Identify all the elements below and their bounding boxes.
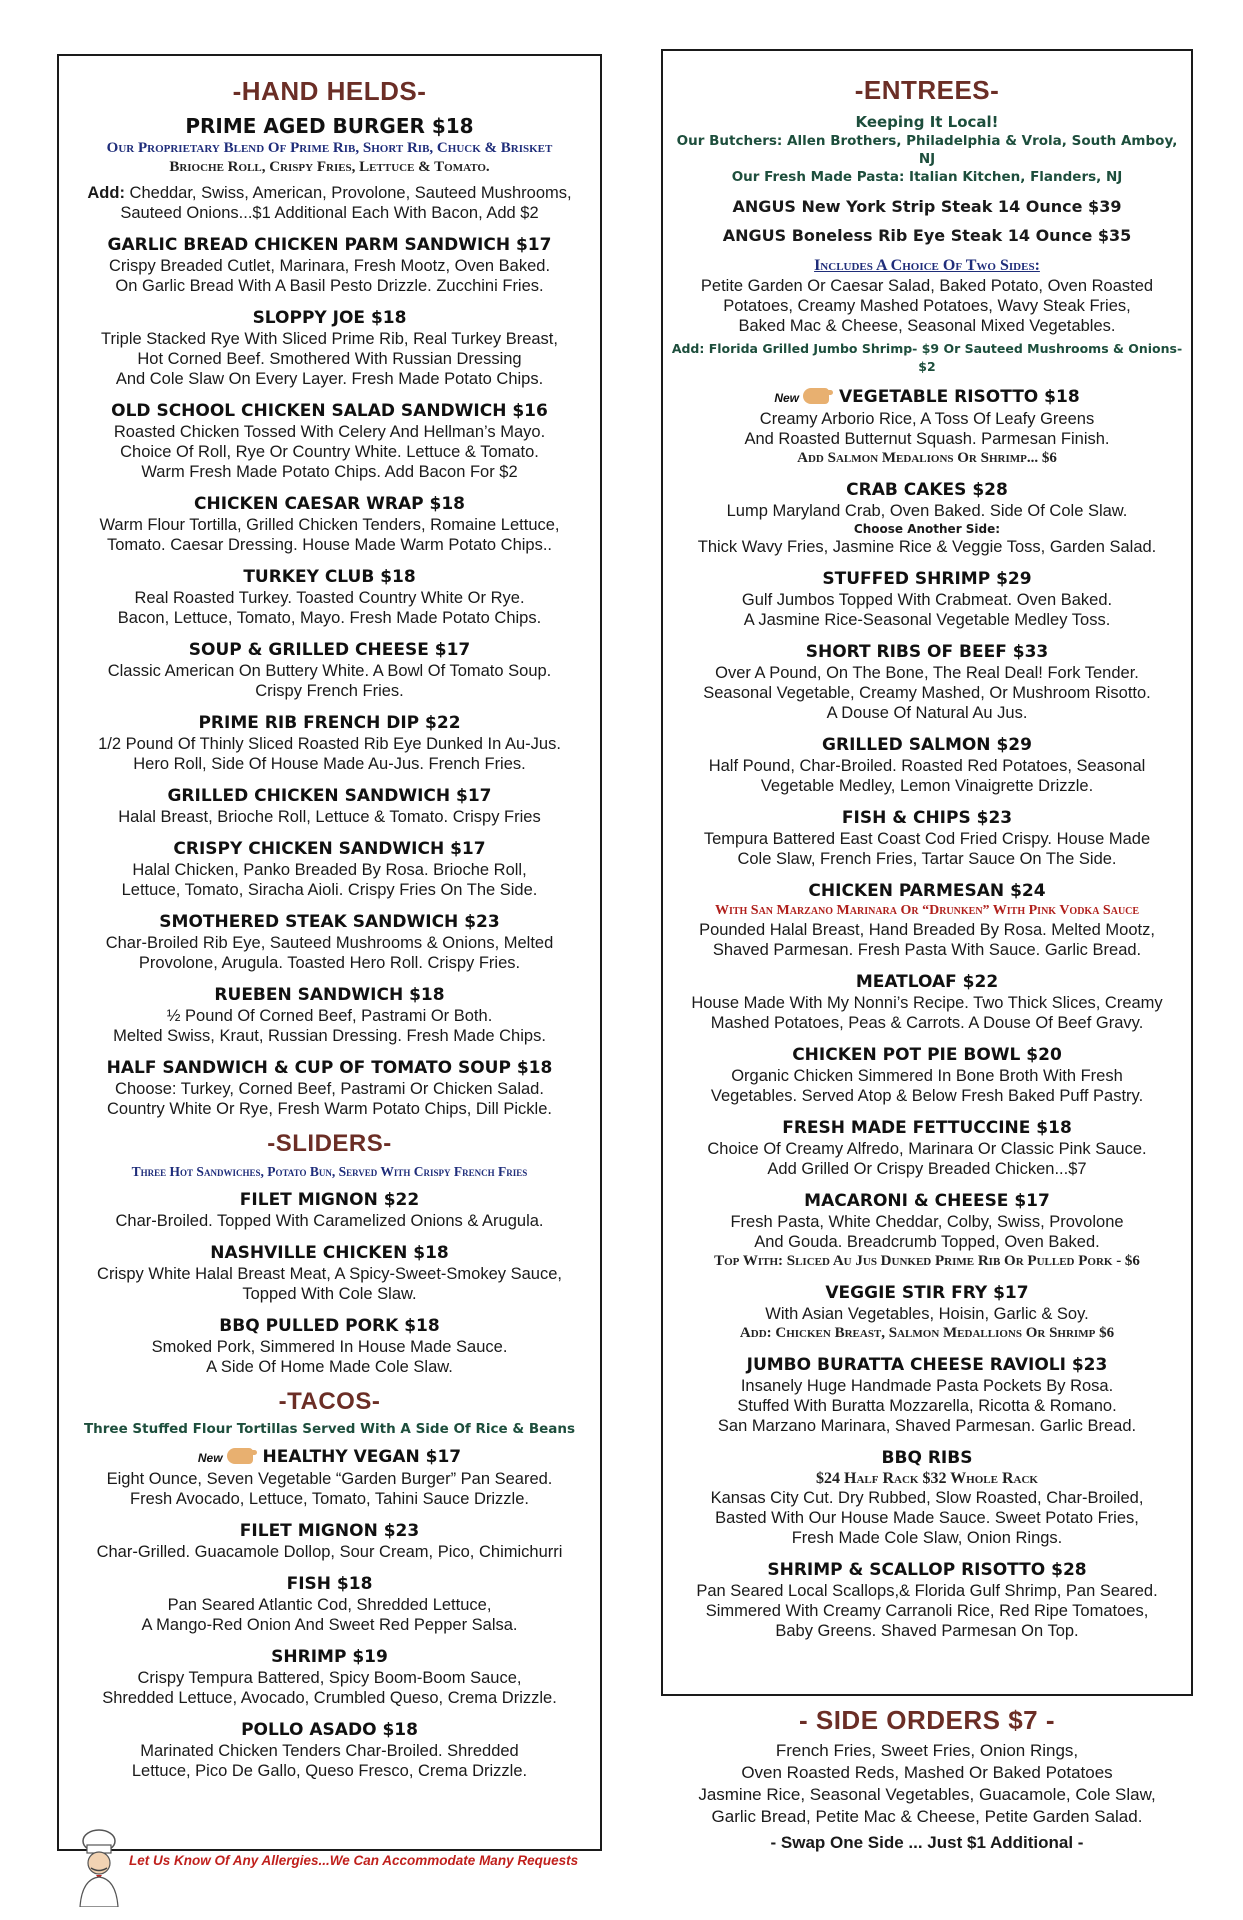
item-title: CRAB CAKES $28 xyxy=(846,480,1008,500)
side-line: Garlic Bread, Petite Mac & Cheese, Petite Garden Salad. xyxy=(711,1807,1143,1826)
item-title: FRESH MADE FETTUCCINE $18 xyxy=(782,1118,1072,1138)
item-title: CRISPY CHICKEN SANDWICH $17 xyxy=(173,839,486,859)
menu-item xyxy=(671,568,1183,630)
item-desc: Roasted Chicken Tossed With Celery And Hellman’s Mayo. xyxy=(113,423,546,441)
burger-add-ons xyxy=(69,183,590,203)
item-desc: Lettuce, Tomato, Siracha Aioli. Crispy Fries On The Side. xyxy=(121,881,538,899)
item-desc: Char-Broiled Rib Eye, Sauteed Mushrooms & Onions, Melted xyxy=(105,934,554,952)
menu-item xyxy=(69,1057,590,1119)
sides-choices xyxy=(671,276,1183,336)
item-title: FISH $18 xyxy=(286,1574,373,1594)
menu-item xyxy=(671,1117,1183,1179)
item-desc: Stuffed With Buratta Mozzarella, Ricotta & Romano. xyxy=(737,1397,1117,1415)
burger-blend: Our Proprietary Blend Of Prime Rib, Short Rib, Chuck & Brisket xyxy=(106,140,553,156)
menu-item-ravioli xyxy=(671,1354,1183,1436)
new-tag: New xyxy=(197,1451,223,1465)
allergy-note: Let Us Know Of Any Allergies...We Can Accommodate Many Requests xyxy=(129,1853,579,1868)
item-desc: Marinated Chicken Tenders Char-Broiled. Shredded xyxy=(140,1742,519,1760)
item-desc: San Marzano Marinara, Shaved Parmesan. Garlic Bread. xyxy=(717,1417,1137,1435)
keeping-local: Keeping It Local! xyxy=(855,113,999,131)
menu-item xyxy=(69,234,590,296)
item-desc: Hero Roll, Side Of House Made Au-Jus. French Fries. xyxy=(133,755,526,773)
item-desc: Warm Fresh Made Potato Chips. Add Bacon For $2 xyxy=(141,463,518,481)
item-title: GARLIC BREAD CHICKEN PARM SANDWICH $17 xyxy=(107,235,552,255)
add-text: Cheddar, Swiss, American, Provolone, Sauteed Mushrooms, xyxy=(124,184,572,202)
menu-item-burger xyxy=(69,113,590,223)
item-desc: On Garlic Bread With A Basil Pesto Drizzle. Zucchini Fries. xyxy=(115,277,544,295)
item-desc: Basted With Our House Made Sauce. Sweet Potato Fries, xyxy=(715,1509,1139,1527)
item-title: OLD SCHOOL CHICKEN SALAD SANDWICH $16 xyxy=(111,401,548,421)
risotto-title: VEGETABLE RISOTTO $18 xyxy=(839,387,1080,407)
tacos-subtitle: Three Stuffed Flour Tortillas Served With A Side Of Rice & Beans xyxy=(83,1421,576,1437)
item-desc: Crispy Breaded Cutlet, Marinara, Fresh Mootz, Oven Baked. xyxy=(108,257,551,275)
item-desc: Vegetable Medley, Lemon Vinaigrette Drizzle. xyxy=(760,777,1094,795)
item-title: GRILLED SALMON $29 xyxy=(822,735,1032,755)
entrees-list-b xyxy=(671,971,1183,1179)
item-title: SHRIMP & SCALLOP RISOTTO $28 xyxy=(767,1560,1087,1580)
parm-sauce-options: With San Marzano Marinara Or “Drunken” With Pink Vodka Sauce xyxy=(714,903,1140,918)
side-orders-section xyxy=(661,1705,1193,1856)
menu-item xyxy=(69,566,590,628)
menu-item xyxy=(69,838,590,900)
item-desc: Lump Maryland Crab, Oven Baked. Side Of Cole Slaw. xyxy=(726,502,1128,520)
entrees-title: -ENTREES- xyxy=(854,75,1000,105)
menu-item xyxy=(69,307,590,389)
item-title: PRIME RIB FRENCH DIP $22 xyxy=(198,713,461,733)
menu-item xyxy=(69,493,590,555)
item-desc: Hot Corned Beef. Smothered With Russian Dressing xyxy=(137,350,522,368)
hand-helds-panel xyxy=(57,54,602,1851)
chef-icon xyxy=(72,1827,127,1907)
menu-item xyxy=(69,639,590,701)
item-title: RUEBEN SANDWICH $18 xyxy=(214,985,445,1005)
item-desc: Half Pound, Char-Broiled. Roasted Red Potatoes, Seasonal xyxy=(708,757,1146,775)
item-desc: A Jasmine Rice-Seasonal Vegetable Medley Toss. xyxy=(743,611,1111,629)
side-orders-title: - SIDE ORDERS $7 - xyxy=(798,1705,1056,1735)
item-desc: And Cole Slaw On Every Layer. Fresh Made Potato Chips. xyxy=(115,370,544,388)
menu-item xyxy=(69,1646,590,1708)
item-desc: Country White Or Rye, Fresh Warm Potato Chips, Dill Pickle. xyxy=(106,1100,552,1118)
pasta-line: Our Fresh Made Pasta: Italian Kitchen, Flanders, NJ xyxy=(731,169,1123,185)
steak-rib-eye: ANGUS Boneless Rib Eye Steak 14 Ounce $35 xyxy=(722,226,1132,245)
item-desc: Eight Ounce, Seven Vegetable “Garden Burger” Pan Seared. xyxy=(106,1470,553,1488)
menu-item-bbq-ribs xyxy=(671,1447,1183,1548)
item-title: POLLO ASADO $18 xyxy=(241,1720,418,1740)
burger-toppings: Brioche Roll, Crispy Fries, Lettuce & Tomato. xyxy=(169,159,490,175)
mac-topping: Top With: Sliced Au Jus Dunked Prime Rib Or Pulled Pork - $6 xyxy=(714,1253,1140,1269)
item-title: MEATLOAF $22 xyxy=(855,972,999,992)
item-title: FISH & CHIPS $23 xyxy=(841,808,1013,828)
stirfry-add: Add: Chicken Breast, Salmon Medallions Or Shrimp $6 xyxy=(739,1325,1115,1341)
menu-item-risotto xyxy=(671,386,1183,468)
item-desc: Pan Seared Atlantic Cod, Shredded Lettuce, xyxy=(167,1596,492,1614)
item-desc: Baby Greens. Shaved Parmesan On Top. xyxy=(775,1622,1079,1640)
item-desc: And Roasted Butternut Squash. Parmesan Finish. xyxy=(744,430,1110,448)
item-desc: Bacon, Lettuce, Tomato, Mayo. Fresh Made Potato Chips. xyxy=(117,609,542,627)
item-desc: A Side Of Home Made Cole Slaw. xyxy=(206,1358,453,1376)
entrees-list-a xyxy=(671,568,1183,869)
item-desc: Shaved Parmesan. Fresh Pasta With Sauce. Garlic Bread. xyxy=(712,941,1142,959)
item-desc: Fresh Made Cole Slaw, Onion Rings. xyxy=(791,1529,1063,1547)
item-desc: Shredded Lettuce, Avocado, Crumbled Queso, Crema Drizzle. xyxy=(102,1689,557,1707)
choose-side: Choose Another Side: xyxy=(853,522,1001,536)
item-title: CHICKEN PARMESAN $24 xyxy=(808,881,1046,901)
item-title: PRIME AGED BURGER $18 xyxy=(185,114,474,138)
item-title xyxy=(69,1446,590,1469)
item-desc: 1/2 Pound Of Thinly Sliced Roasted Rib Eye Dunked In Au-Jus. xyxy=(98,735,561,753)
item-desc: Tempura Battered East Coast Cod Fried Crispy. House Made xyxy=(703,830,1151,848)
steak-add-ons: Add: Florida Grilled Jumbo Shrimp- $9 Or Sauteed Mushrooms & Onions- $2 xyxy=(671,341,1183,374)
item-desc: Thick Wavy Fries, Jasmine Rice & Veggie Toss, Garden Salad. xyxy=(697,538,1157,556)
item-desc: Provolone, Arugula. Toasted Hero Roll. Crispy Fries. xyxy=(138,954,521,972)
item-desc: Classic American On Buttery White. A Bowl Of Tomato Soup. xyxy=(107,662,552,680)
menu-item xyxy=(69,984,590,1046)
menu-item xyxy=(671,641,1183,723)
item-desc: Melted Swiss, Kraut, Russian Dressing. Fresh Made Chips. xyxy=(113,1027,546,1045)
entrees-panel xyxy=(661,49,1193,1696)
item-desc: Add Grilled Or Crispy Breaded Chicken...$7 xyxy=(767,1160,1087,1178)
item-title: SOUP & GRILLED CHEESE $17 xyxy=(188,640,471,660)
item-title: HALF SANDWICH & CUP OF TOMATO SOUP $18 xyxy=(106,1058,553,1078)
item-title: MACARONI & CHEESE $17 xyxy=(804,1191,1050,1211)
item-title: TURKEY CLUB $18 xyxy=(243,567,416,587)
sides-line: Baked Mac & Cheese, Seasonal Mixed Vegetables. xyxy=(738,317,1116,335)
risotto-add: Add Salmon Medalions Or Shrimp... $6 xyxy=(797,450,1057,466)
menu-item-mac-cheese xyxy=(671,1190,1183,1271)
new-tag: New xyxy=(774,391,800,405)
item-title xyxy=(671,386,1183,409)
pointing-hand-icon xyxy=(803,388,829,404)
menu-item xyxy=(69,400,590,482)
menu-item xyxy=(671,734,1183,796)
item-title: SHORT RIBS OF BEEF $33 xyxy=(805,642,1049,662)
menu-item xyxy=(69,1446,590,1509)
item-title: VEGGIE STIR FRY $17 xyxy=(825,1283,1029,1303)
item-desc: Lettuce, Pico De Gallo, Queso Fresco, Crema Drizzle. xyxy=(131,1762,528,1780)
item-title: GRILLED CHICKEN SANDWICH $17 xyxy=(167,786,492,806)
menu-item xyxy=(671,971,1183,1033)
item-desc: Crispy White Halal Breast Meat, A Spicy-Sweet-Smokey Sauce, xyxy=(97,1265,562,1283)
item-desc: Choose: Turkey, Corned Beef, Pastrami Or Chicken Salad. xyxy=(115,1080,544,1098)
item-title: CHICKEN CAESAR WRAP $18 xyxy=(194,494,465,514)
item-desc: Pounded Halal Breast, Hand Breaded By Rosa. Melted Mootz, xyxy=(699,921,1155,939)
sides-line: Potatoes, Creamy Mashed Potatoes, Wavy Steak Fries, xyxy=(723,297,1131,315)
sliders-subtitle: Three Hot Sandwiches, Potato Bun, Served With Crispy French Fries xyxy=(131,1164,528,1179)
side-line: Oven Roasted Reds, Mashed Or Baked Potatoes xyxy=(741,1763,1113,1782)
item-desc: Topped With Cole Slaw. xyxy=(242,1285,417,1303)
item-desc: Creamy Arborio Rice, A Toss Of Leafy Greens xyxy=(759,410,1095,428)
butchers-line: Our Butchers: Allen Brothers, Philadelphia & Vrola, South Amboy, NJ xyxy=(676,133,1178,167)
item-title: FILET MIGNON $23 xyxy=(239,1521,420,1541)
menu-item xyxy=(69,911,590,973)
menu-item-stir-fry xyxy=(671,1282,1183,1343)
item-desc: Fresh Avocado, Lettuce, Tomato, Tahini Sauce Drizzle. xyxy=(130,1490,529,1508)
menu-item xyxy=(69,785,590,827)
item-desc: Crispy French Fries. xyxy=(255,682,404,700)
item-desc: A Douse Of Natural Au Jus. xyxy=(826,704,1028,722)
menu-item xyxy=(69,1520,590,1562)
menu-item xyxy=(69,1573,590,1635)
item-desc: Fresh Pasta, White Cheddar, Colby, Swiss, Provolone xyxy=(730,1213,1124,1231)
menu-item-scallop-risotto xyxy=(671,1559,1183,1641)
item-desc: Choice Of Roll, Rye Or Country White. Lettuce & Tomato. xyxy=(120,443,539,461)
item-desc: ½ Pound Of Corned Beef, Pastrami Or Both. xyxy=(166,1007,493,1025)
menu-item xyxy=(69,1315,590,1377)
item-title: SLOPPY JOE $18 xyxy=(252,308,407,328)
item-desc: Pan Seared Local Scallops,& Florida Gulf Shrimp, Pan Seared. xyxy=(696,1582,1158,1600)
menu-item-crab-cakes xyxy=(671,479,1183,557)
sliders-list xyxy=(69,1189,590,1377)
item-desc: Char-Broiled. Topped With Caramelized Onions & Arugula. xyxy=(115,1212,544,1230)
hand-helds-list xyxy=(69,234,590,1119)
item-title: NASHVILLE CHICKEN $18 xyxy=(210,1243,449,1263)
item-desc: House Made With My Nonni’s Recipe. Two Thick Slices, Creamy xyxy=(691,994,1163,1012)
tacos-list xyxy=(69,1446,590,1781)
menu-item xyxy=(69,712,590,774)
menu-item xyxy=(69,1719,590,1781)
menu-item xyxy=(69,1242,590,1304)
item-title: SHRIMP $19 xyxy=(271,1647,388,1667)
ribs-price: $24 Half Rack $32 Whole Rack xyxy=(816,1470,1038,1487)
steak-ny-strip: ANGUS New York Strip Steak 14 Ounce $39 xyxy=(732,197,1122,216)
item-desc: Simmered With Creamy Carranoli Rice, Red Ripe Tomatoes, xyxy=(705,1602,1149,1620)
item-desc: Mashed Potatoes, Peas & Carrots. A Douse Of Beef Gravy. xyxy=(710,1014,1144,1032)
item-desc: Smoked Pork, Simmered In House Made Sauce. xyxy=(151,1338,508,1356)
item-desc: Tomato. Caesar Dressing. House Made Warm Potato Chips.. xyxy=(106,536,553,554)
item-desc: Real Roasted Turkey. Toasted Country White Or Rye. xyxy=(134,589,525,607)
item-desc: Insanely Huge Handmade Pasta Pockets By Rosa. xyxy=(740,1377,1114,1395)
item-desc: Choice Of Creamy Alfredo, Marinara Or Classic Pink Sauce. xyxy=(707,1140,1147,1158)
item-desc: Over A Pound, On The Bone, The Real Deal! Fork Tender. xyxy=(715,664,1139,682)
item-title: BBQ RIBS xyxy=(881,1448,973,1468)
item-title-text: HEALTHY VEGAN $17 xyxy=(262,1447,462,1467)
item-desc: Organic Chicken Simmered In Bone Broth With Fresh xyxy=(731,1067,1123,1085)
item-desc: With Asian Vegetables, Hoisin, Garlic & Soy. xyxy=(765,1305,1089,1323)
item-desc: Kansas City Cut. Dry Rubbed, Slow Roasted, Char-Broiled, xyxy=(710,1489,1144,1507)
item-title: FILET MIGNON $22 xyxy=(239,1190,420,1210)
side-line: Jasmine Rice, Seasonal Vegetables, Guacamole, Cole Slaw, xyxy=(698,1785,1156,1804)
item-desc: Vegetables. Served Atop & Below Fresh Baked Puff Pastry. xyxy=(710,1087,1144,1105)
hand-helds-title: -HAND HELDS- xyxy=(232,76,427,106)
swap-note: - Swap One Side ... Just $1 Additional - xyxy=(770,1833,1084,1852)
item-title: BBQ PULLED PORK $18 xyxy=(219,1316,440,1336)
menu-item xyxy=(671,807,1183,869)
item-title: CHICKEN POT PIE BOWL $20 xyxy=(792,1045,1062,1065)
item-desc: Triple Stacked Rye With Sliced Prime Rib, Real Turkey Breast, xyxy=(101,330,558,348)
item-desc: And Gouda. Breadcrumb Topped, Oven Baked. xyxy=(754,1233,1100,1251)
sides-line: Petite Garden Or Caesar Salad, Baked Potato, Oven Roasted xyxy=(700,277,1154,295)
item-desc: A Mango-Red Onion And Sweet Red Pepper Salsa. xyxy=(141,1616,518,1634)
item-title: STUFFED SHRIMP $29 xyxy=(822,569,1032,589)
item-desc: Cole Slaw, French Fries, Tartar Sauce On The Side. xyxy=(737,850,1117,868)
add-label: Add: xyxy=(87,184,125,202)
item-desc: Warm Flour Tortilla, Grilled Chicken Tenders, Romaine Lettuce, xyxy=(99,516,560,534)
menu-item xyxy=(671,1044,1183,1106)
burger-add-ons-2: Sauteed Onions...$1 Additional Each With Bacon, Add $2 xyxy=(120,204,539,222)
menu-item-chicken-parmesan xyxy=(671,880,1183,960)
item-desc: Halal Breast, Brioche Roll, Lettuce & Tomato. Crispy Fries xyxy=(118,808,541,826)
item-desc: Crispy Tempura Battered, Spicy Boom-Boom Sauce, xyxy=(137,1669,522,1687)
menu-item xyxy=(69,1189,590,1231)
pointing-hand-icon xyxy=(227,1448,253,1464)
item-desc: Char-Grilled. Guacamole Dollop, Sour Cream, Pico, Chimichurri xyxy=(96,1543,563,1561)
tacos-title: -TACOS- xyxy=(278,1388,381,1415)
sliders-title: -SLIDERS- xyxy=(267,1130,392,1157)
includes-sides: Includes A Choice Of Two Sides: xyxy=(814,257,1040,274)
item-desc: Seasonal Vegetable, Creamy Mashed, Or Mushroom Risotto. xyxy=(703,684,1151,702)
item-title: JUMBO BURATTA CHEESE RAVIOLI $23 xyxy=(746,1355,1108,1375)
item-title: SMOTHERED STEAK SANDWICH $23 xyxy=(159,912,500,932)
side-line: French Fries, Sweet Fries, Onion Rings, xyxy=(775,1741,1079,1760)
item-desc: Gulf Jumbos Topped With Crabmeat. Oven Baked. xyxy=(741,591,1113,609)
item-desc: Halal Chicken, Panko Breaded By Rosa. Brioche Roll, xyxy=(132,861,527,879)
